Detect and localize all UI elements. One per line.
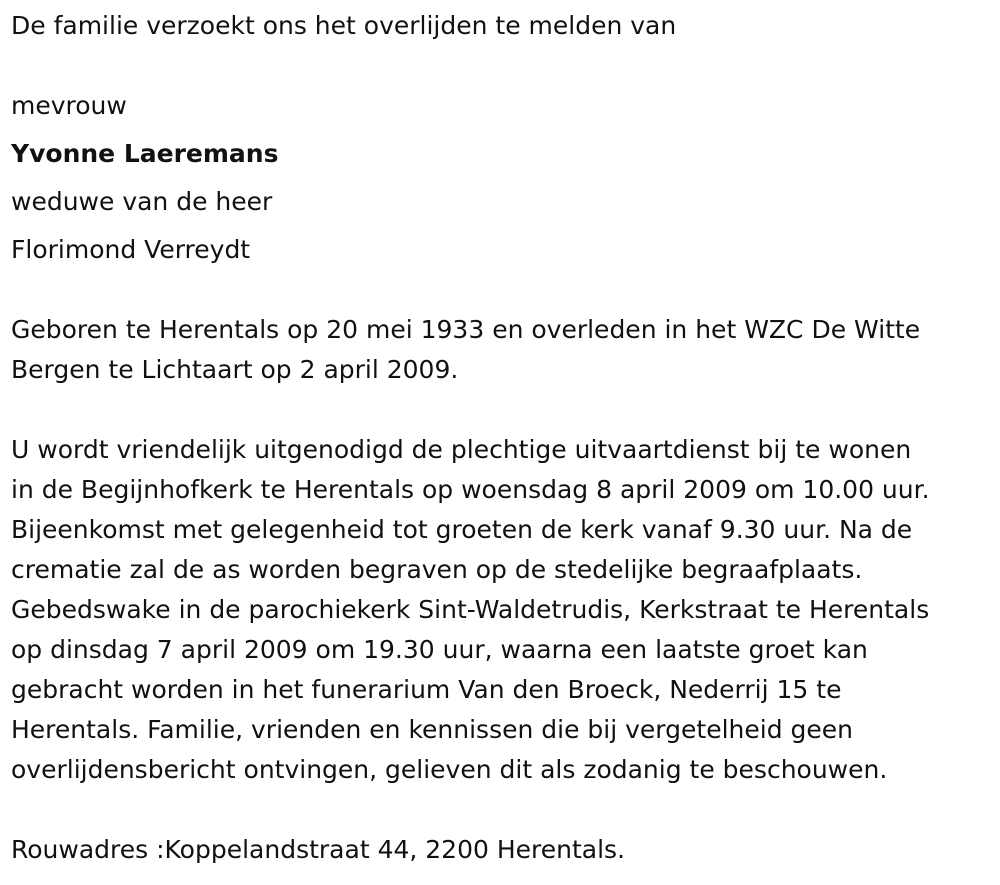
birth-death-paragraph: Geboren te Herentals op 20 mei 1933 en overleden in het WZC De Witte Bergen te Lichtaart op 2 april 2009.	[11, 315, 921, 384]
mourning-address: Rouwadres :Koppelandstraat 44, 2200 Herentals.	[11, 835, 626, 864]
widow-of-text: weduwe van de heer	[11, 187, 273, 216]
honorific: mevrouw	[11, 91, 127, 120]
service-paragraph: U wordt vriendelijk uitgenodigd de plechtige uitvaartdienst bij te wonen in de Begijnhofkerk te Herentals op woensdag 8 april 2009 om 10.00 uur. Bijeenkomst met gelegenheid tot groeten de kerk vanaf 9.30 uur. Na de crematie zal de as worden begraven op de stedelijke begraafplaats. Gebedswake in de parochiekerk Sint-Waldetrudis, Kerkstraat te Herentals op dinsdag 7 april 2009 om 19.30 uur, waarna een laatste groet kan gebracht worden in het funerarium Van den Broeck, Nederrij 15 te Herentals. Familie, vrienden en kennissen die bij vergetelheid geen overlijdensbericht ontvingen, gelieven dit als zodanig te beschouwen.	[11, 435, 930, 784]
intro-text: De familie verzoekt ons het overlijden te melden van	[11, 11, 677, 40]
spouse-name: Florimond Verreydt	[11, 235, 251, 264]
deceased-name: Yvonne Laeremans	[11, 139, 279, 168]
